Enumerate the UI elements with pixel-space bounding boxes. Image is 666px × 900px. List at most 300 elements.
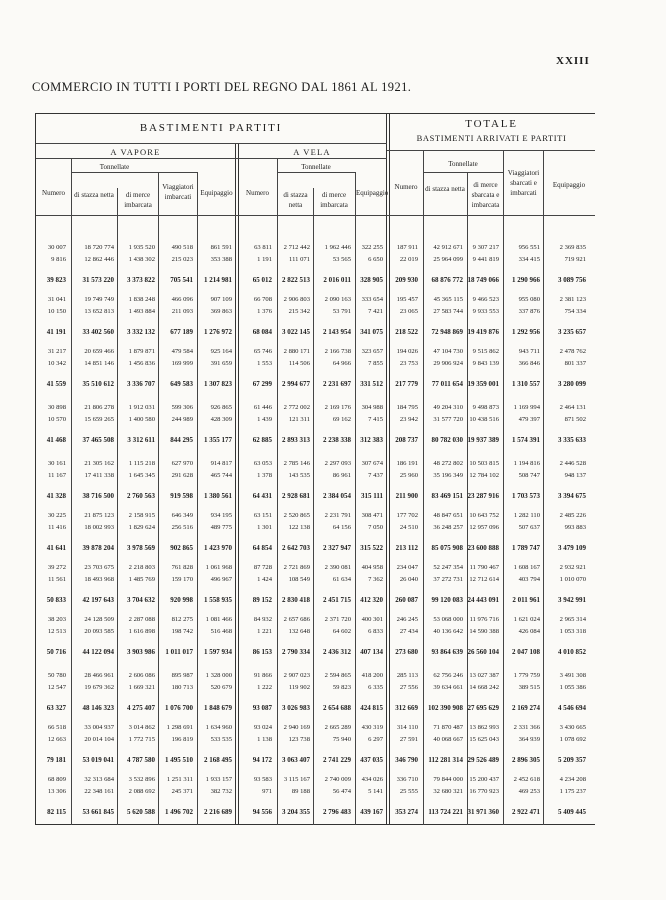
cell-equipaggio-vela: 304 988	[361, 404, 383, 411]
table-row	[0, 523, 666, 533]
cell-numero: 9 816	[51, 256, 66, 263]
cell-equipaggio: 1 328 000	[205, 672, 232, 679]
cell-viaggiatori-totale: 2 896 305	[512, 756, 540, 764]
cell-numero: 39 823	[46, 276, 66, 284]
cell-merce-totale: 10 503 815	[469, 460, 499, 467]
cell-merce-totale: 14 590 388	[469, 628, 499, 635]
cell-merce-vela: 69 162	[332, 416, 351, 423]
cell-equipaggio: 391 659	[210, 360, 232, 367]
cell-merce-vela: 2 143 954	[323, 328, 351, 336]
cell-stazza-vela: 2 642 703	[282, 544, 310, 552]
header-rule	[423, 172, 503, 173]
cell-numero: 41 191	[46, 328, 66, 336]
cell-merce-totale: 13 027 387	[469, 672, 499, 679]
cell-numero-vela: 86 153	[252, 648, 272, 656]
cell-merce-totale: 11 790 467	[469, 564, 499, 571]
cell-stazza-vela: 2 785 146	[283, 460, 310, 467]
cell-numero-totale: 234 047	[396, 564, 418, 571]
cell-numero-totale: 336 710	[396, 776, 418, 783]
cell-viaggiatori-totale: 334 415	[518, 256, 540, 263]
cell-viaggiatori-totale: 507 637	[518, 524, 540, 531]
cell-merce-totale: 14 668 242	[469, 684, 499, 691]
cell-numero-vela: 63 811	[254, 244, 272, 251]
cell-numero-vela: 1 553	[257, 360, 272, 367]
cell-numero: 11 167	[48, 472, 66, 479]
cell-stazza-vela: 108 549	[288, 576, 310, 583]
cell-merce-vela: 2 231 791	[324, 512, 351, 519]
cell-numero: 10 342	[47, 360, 66, 367]
cell-stazza: 28 466 961	[84, 672, 114, 679]
cell-viaggiatori: 812 275	[171, 616, 193, 623]
table-row	[0, 595, 666, 605]
cell-numero-totale: 26 040	[399, 576, 418, 583]
cell-viaggiatori-totale: 1 194 816	[513, 460, 540, 467]
cell-stazza-totale: 112 281 314	[428, 756, 463, 764]
cell-equipaggio-totale: 2 464 131	[559, 404, 586, 411]
table-row	[0, 755, 666, 765]
cell-stazza-vela: 2 928 681	[282, 492, 310, 500]
cell-numero: 39 272	[47, 564, 66, 571]
cell-merce-vela: 86 961	[332, 472, 351, 479]
cell-merce: 2 287 088	[128, 616, 155, 623]
cell-viaggiatori: 198 742	[171, 628, 193, 635]
cell-viaggiatori: 844 295	[170, 436, 193, 444]
cell-equipaggio-totale: 4 546 694	[558, 704, 586, 712]
cell-viaggiatori-totale: 1 621 024	[513, 616, 540, 623]
header-equipaggio-totale: Equipaggio	[552, 181, 586, 189]
cell-equipaggio: 1 558 935	[204, 596, 232, 604]
cell-numero-vela: 63 053	[253, 460, 272, 467]
cell-stazza-totale: 62 756 246	[433, 672, 463, 679]
cell-numero-vela: 87 728	[253, 564, 272, 571]
cell-equipaggio-vela: 331 512	[360, 380, 383, 388]
cell-equipaggio: 1 061 968	[205, 564, 232, 571]
cell-equipaggio-vela: 7 362	[368, 576, 383, 583]
cell-viaggiatori: 919 598	[170, 492, 193, 500]
cell-equipaggio-vela: 333 654	[361, 296, 383, 303]
cell-equipaggio: 1 214 981	[204, 276, 232, 284]
cell-stazza: 20 659 466	[84, 348, 114, 355]
cell-merce-totale: 18 749 066	[467, 276, 499, 284]
cell-viaggiatori-totale: 508 747	[518, 472, 540, 479]
cell-merce-vela: 75 940	[332, 736, 351, 743]
cell-stazza-vela: 2 520 865	[283, 512, 310, 519]
header-di-stazza-vela: di stazza netta	[283, 191, 308, 209]
page-title: COMMERCIO IN TUTTI I PORTI DEL REGNO DAL 1861 AL 1921.	[32, 80, 412, 94]
cell-numero-totale: 27 556	[399, 684, 418, 691]
cell-viaggiatori: 211 093	[171, 308, 193, 315]
header-tonnellate-vela: Tonnellate	[301, 163, 331, 171]
cell-numero-totale: 186 191	[396, 460, 418, 467]
cell-merce-vela: 53 791	[332, 308, 351, 315]
cell-numero-totale: 23 065	[399, 308, 418, 315]
cell-merce-totale: 11 976 716	[469, 616, 499, 623]
cell-stazza-vela: 2 906 803	[283, 296, 310, 303]
cell-equipaggio: 1 307 823	[204, 380, 232, 388]
cell-merce: 1 400 580	[128, 416, 155, 423]
cell-merce-totale: 12 784 102	[469, 472, 499, 479]
cell-equipaggio-vela: 6 297	[368, 736, 383, 743]
cell-viaggiatori: 466 096	[171, 296, 193, 303]
header-viaggiatori-totale: Viaggiatori sbarcati e imbarcati	[507, 169, 540, 197]
table-row	[0, 403, 666, 413]
cell-stazza-totale: 35 196 349	[433, 472, 463, 479]
cell-equipaggio-vela: 308 471	[361, 512, 383, 519]
cell-merce-vela: 2 166 738	[324, 348, 351, 355]
cell-viaggiatori: 627 970	[171, 460, 193, 467]
cell-stazza-totale: 79 844 000	[433, 776, 463, 783]
cell-equipaggio: 1 848 679	[204, 704, 232, 712]
cell-stazza-vela: 143 535	[288, 472, 310, 479]
cell-merce-vela: 53 565	[332, 256, 351, 263]
cell-equipaggio-totale: 2 965 314	[559, 616, 586, 623]
cell-stazza-totale: 85 075 908	[431, 544, 463, 552]
table-row	[0, 735, 666, 745]
cell-numero-vela: 65 012	[252, 276, 272, 284]
cell-merce-vela: 2 796 483	[323, 808, 351, 816]
cell-numero-totale: 184 795	[396, 404, 418, 411]
cell-merce-totale: 31 971 360	[467, 808, 499, 816]
cell-numero-vela: 1 376	[257, 308, 272, 315]
cell-merce-vela: 1 962 446	[324, 244, 351, 251]
cell-merce-totale: 9 307 217	[472, 244, 499, 251]
cell-merce-vela: 2 740 009	[324, 776, 351, 783]
cell-viaggiatori: 159 170	[171, 576, 193, 583]
cell-numero-totale: 273 680	[395, 648, 418, 656]
cell-equipaggio-totale: 1 053 318	[559, 628, 586, 635]
cell-equipaggio: 382 732	[210, 788, 232, 795]
cell-equipaggio-totale: 3 479 109	[558, 544, 586, 552]
cell-viaggiatori-totale: 1 282 110	[513, 512, 540, 519]
cell-viaggiatori-totale: 2 922 471	[512, 808, 540, 816]
cell-viaggiatori-totale: 943 711	[518, 348, 540, 355]
cell-stazza-vela: 121 311	[288, 416, 310, 423]
cell-merce-totale: 19 937 389	[467, 436, 499, 444]
table-row	[0, 415, 666, 425]
cell-stazza-totale: 39 634 661	[433, 684, 463, 691]
table-row	[0, 683, 666, 693]
cell-equipaggio: 2 216 689	[204, 808, 232, 816]
cell-equipaggio-vela: 323 657	[361, 348, 383, 355]
cell-equipaggio-vela: 315 111	[361, 492, 383, 500]
cell-merce-totale: 27 695 629	[467, 704, 499, 712]
cell-numero: 50 833	[46, 596, 66, 604]
cell-numero: 12 663	[47, 736, 66, 743]
header-a-vapore: A VAPORE	[110, 147, 161, 157]
cell-stazza-totale: 83 469 151	[431, 492, 463, 500]
cell-numero: 30 225	[47, 512, 66, 519]
cell-numero-totale: 209 930	[395, 276, 418, 284]
cell-equipaggio: 926 865	[210, 404, 232, 411]
cell-merce-totale: 23 287 916	[467, 492, 499, 500]
table-row	[0, 563, 666, 573]
cell-stazza-totale: 71 870 487	[433, 724, 463, 731]
cell-numero: 10 570	[47, 416, 66, 423]
cell-numero-totale: 187 911	[396, 244, 418, 251]
cell-numero: 68 809	[47, 776, 66, 783]
cell-merce-totale: 16 770 923	[469, 788, 499, 795]
cell-merce-vela: 2 016 011	[323, 276, 351, 284]
cell-numero: 30 007	[47, 244, 66, 251]
table-row	[0, 787, 666, 797]
cell-merce: 5 620 588	[127, 808, 155, 816]
cell-equipaggio-totale: 3 089 756	[558, 276, 586, 284]
cell-viaggiatori-totale: 956 551	[518, 244, 540, 251]
cell-merce-vela: 2 594 865	[324, 672, 351, 679]
cell-viaggiatori-totale: 389 515	[518, 684, 540, 691]
table-row	[0, 807, 666, 817]
cell-equipaggio: 1 423 970	[204, 544, 232, 552]
cell-stazza-totale: 93 864 639	[431, 648, 463, 656]
cell-viaggiatori: 256 516	[171, 524, 193, 531]
cell-equipaggio: 861 591	[210, 244, 232, 251]
cell-stazza-vela: 123 738	[288, 736, 310, 743]
cell-numero-totale: 25 960	[399, 472, 418, 479]
cell-merce: 2 218 803	[128, 564, 155, 571]
cell-stazza: 13 652 813	[84, 308, 114, 315]
cell-equipaggio: 496 967	[210, 576, 232, 583]
cell-viaggiatori-totale: 1 608 167	[513, 564, 540, 571]
cell-equipaggio-totale: 3 430 665	[559, 724, 586, 731]
cell-stazza-vela: 2 940 169	[283, 724, 310, 731]
cell-merce-vela: 2 371 720	[324, 616, 351, 623]
cell-merce: 1 912 031	[128, 404, 155, 411]
cell-merce: 3 332 132	[127, 328, 155, 336]
header-bastimenti-partiti: BASTIMENTI PARTITI	[139, 122, 283, 134]
cell-stazza: 18 720 774	[84, 244, 114, 251]
cell-stazza: 20 014 104	[84, 736, 114, 743]
cell-viaggiatori: 920 998	[170, 596, 193, 604]
cell-viaggiatori-totale: 364 939	[518, 736, 540, 743]
cell-numero-vela: 971	[262, 788, 272, 795]
cell-numero-vela: 1 138	[257, 736, 272, 743]
cell-equipaggio-vela: 307 674	[361, 460, 383, 467]
header-di-stazza: di stazza netta	[74, 191, 114, 199]
cell-stazza: 39 878 204	[82, 544, 114, 552]
cell-equipaggio-vela: 434 026	[361, 776, 383, 783]
cell-merce: 3 014 862	[128, 724, 155, 731]
cell-stazza-vela: 89 188	[291, 788, 310, 795]
cell-numero-vela: 62 885	[252, 436, 272, 444]
cell-equipaggio-totale: 3 942 991	[558, 596, 586, 604]
cell-stazza-totale: 31 577 720	[433, 416, 463, 423]
cell-viaggiatori-totale: 1 789 747	[512, 544, 540, 552]
cell-numero-totale: 211 900	[395, 492, 418, 500]
cell-numero: 10 150	[47, 308, 66, 315]
cell-numero: 82 115	[47, 808, 66, 816]
cell-equipaggio-vela: 404 958	[361, 564, 383, 571]
cell-equipaggio-vela: 418 200	[361, 672, 383, 679]
cell-numero-totale: 194 026	[396, 348, 418, 355]
header-rule	[36, 215, 595, 216]
header-rule	[36, 158, 387, 159]
cell-viaggiatori-totale: 1 310 557	[512, 380, 540, 388]
cell-equipaggio-totale: 871 502	[564, 416, 586, 423]
cell-stazza-vela: 122 138	[288, 524, 310, 531]
cell-equipaggio-vela: 412 320	[360, 596, 383, 604]
cell-numero-totale: 195 457	[396, 296, 418, 303]
cell-numero: 41 641	[46, 544, 66, 552]
cell-numero-totale: 246 245	[396, 616, 418, 623]
cell-merce: 4 275 407	[127, 704, 155, 712]
cell-equipaggio-totale: 4 234 208	[559, 776, 586, 783]
cell-merce-totale: 9 933 553	[472, 308, 499, 315]
cell-viaggiatori: 196 819	[171, 736, 193, 743]
cell-numero-vela: 93 087	[252, 704, 272, 712]
table-row	[0, 775, 666, 785]
cell-merce-totale: 26 560 104	[467, 648, 499, 656]
cell-equipaggio: 914 817	[210, 460, 232, 467]
cell-stazza: 23 703 675	[84, 564, 114, 571]
cell-stazza-totale: 32 680 321	[433, 788, 463, 795]
cell-numero-vela: 64 854	[252, 544, 272, 552]
table-row	[0, 627, 666, 637]
cell-equipaggio-totale: 5 409 445	[558, 808, 586, 816]
cell-numero: 50 780	[47, 672, 66, 679]
cell-merce: 3 978 569	[127, 544, 155, 552]
cell-viaggiatori: 705 541	[170, 276, 193, 284]
cell-stazza: 48 146 323	[82, 704, 114, 712]
header-numero-totale: Numero	[394, 183, 418, 191]
cell-equipaggio-totale: 2 478 762	[559, 348, 586, 355]
cell-viaggiatori: 1 251 311	[166, 776, 193, 783]
cell-stazza: 22 348 161	[84, 788, 114, 795]
cell-merce: 4 787 580	[127, 756, 155, 764]
cell-stazza-vela: 3 063 407	[282, 756, 310, 764]
header-rule	[71, 172, 197, 173]
cell-merce: 1 485 769	[128, 576, 155, 583]
table-row	[0, 647, 666, 657]
cell-merce: 2 760 563	[127, 492, 155, 500]
cell-stazza-totale: 47 104 730	[433, 348, 463, 355]
cell-merce-vela: 2 327 947	[323, 544, 351, 552]
cell-merce-vela: 2 436 312	[323, 648, 351, 656]
cell-viaggiatori-totale: 337 876	[518, 308, 540, 315]
cell-viaggiatori: 245 371	[171, 788, 193, 795]
cell-stazza-vela: 2 994 677	[282, 380, 310, 388]
header-equipaggio-vela: Equipaggio	[356, 189, 389, 197]
cell-stazza-totale: 37 272 731	[433, 576, 463, 583]
cell-viaggiatori: 1 298 691	[166, 724, 193, 731]
cell-equipaggio-totale: 1 055 386	[559, 684, 586, 691]
cell-stazza-vela: 2 893 313	[282, 436, 310, 444]
cell-equipaggio-totale: 801 337	[564, 360, 586, 367]
cell-equipaggio-totale: 3 394 675	[558, 492, 586, 500]
header-numero-vela: Numero	[246, 189, 269, 197]
cell-stazza: 44 122 094	[82, 648, 114, 656]
table-row	[0, 243, 666, 253]
cell-merce-vela: 2 654 688	[323, 704, 351, 712]
header-di-merce: di merce imbarcata	[124, 191, 152, 209]
cell-numero-vela: 1 301	[257, 524, 272, 531]
cell-stazza: 33 402 560	[82, 328, 114, 336]
cell-stazza-totale: 40 136 642	[433, 628, 463, 635]
cell-equipaggio-vela: 7 415	[368, 416, 383, 423]
cell-numero: 12 547	[47, 684, 66, 691]
cell-merce-totale: 9 498 873	[472, 404, 499, 411]
cell-numero-vela: 1 221	[257, 628, 272, 635]
cell-merce: 1 829 624	[128, 524, 155, 531]
cell-equipaggio-totale: 754 334	[564, 308, 586, 315]
cell-merce: 1 438 302	[128, 256, 155, 263]
cell-stazza: 31 573 220	[82, 276, 114, 284]
cell-equipaggio-totale: 1 175 237	[559, 788, 586, 795]
table-row	[0, 379, 666, 389]
cell-merce: 1 879 871	[128, 348, 155, 355]
table-row	[0, 511, 666, 521]
cell-stazza: 24 128 509	[84, 616, 114, 623]
cell-merce-vela: 2 297 093	[324, 460, 351, 467]
cell-equipaggio-totale: 2 381 123	[559, 296, 586, 303]
cell-viaggiatori: 169 999	[171, 360, 193, 367]
cell-numero-totale: 23 942	[399, 416, 418, 423]
cell-viaggiatori: 677 189	[170, 328, 193, 336]
table-row	[0, 703, 666, 713]
cell-equipaggio: 516 468	[210, 628, 232, 635]
cell-numero-totale: 312 669	[395, 704, 418, 712]
cell-numero-totale: 22 019	[399, 256, 418, 263]
cell-viaggiatori-totale: 2 331 366	[513, 724, 540, 731]
cell-equipaggio-totale: 1 078 692	[559, 736, 586, 743]
cell-equipaggio: 1 933 157	[205, 776, 232, 783]
cell-numero-totale: 218 522	[395, 328, 418, 336]
cell-numero-totale: 177 702	[396, 512, 418, 519]
cell-numero-totale: 217 779	[395, 380, 418, 388]
cell-equipaggio: 1 355 177	[204, 436, 232, 444]
cell-merce-totale: 15 200 437	[469, 776, 499, 783]
cell-stazza-vela: 2 830 418	[282, 596, 310, 604]
header-tonnellate: Tonnellate	[99, 163, 130, 171]
cell-equipaggio-vela: 5 141	[368, 788, 383, 795]
cell-stazza: 18 002 993	[84, 524, 114, 531]
cell-numero-totale: 27 591	[399, 736, 418, 743]
cell-merce-vela: 2 390 081	[324, 564, 351, 571]
cell-merce-vela: 2 384 054	[323, 492, 351, 500]
cell-viaggiatori-totale: 2 047 108	[512, 648, 540, 656]
cell-merce: 1 935 520	[128, 244, 155, 251]
cell-merce-totale: 15 625 043	[469, 736, 499, 743]
cell-stazza-vela: 119 902	[288, 684, 310, 691]
cell-stazza-vela: 2 657 686	[283, 616, 310, 623]
cell-numero-totale: 25 555	[399, 788, 418, 795]
cell-equipaggio: 1 081 466	[205, 616, 232, 623]
cell-viaggiatori-totale: 2 452 618	[513, 776, 540, 783]
cell-merce: 3 704 632	[127, 596, 155, 604]
cell-viaggiatori-totale: 403 794	[518, 576, 540, 583]
header-rule	[36, 143, 387, 144]
cell-equipaggio: 369 863	[210, 308, 232, 315]
cell-merce-totale: 9 466 523	[472, 296, 499, 303]
cell-equipaggio: 489 775	[210, 524, 232, 531]
cell-numero-vela: 1 378	[257, 472, 272, 479]
col-rule-double	[386, 113, 390, 825]
cell-equipaggio-totale: 4 010 852	[558, 648, 586, 656]
cell-stazza-totale: 53 068 000	[433, 616, 463, 623]
cell-stazza-vela: 111 071	[289, 256, 310, 263]
cell-viaggiatori: 895 987	[171, 672, 193, 679]
header-viaggiatori: Viaggiatori imbarcati	[162, 183, 194, 201]
cell-equipaggio-vela: 341 075	[360, 328, 383, 336]
cell-merce: 3 532 896	[128, 776, 155, 783]
header-equipaggio: Equipaggio	[200, 189, 233, 197]
cell-stazza: 38 716 500	[82, 492, 114, 500]
cell-numero-vela: 1 424	[257, 576, 272, 583]
cell-numero: 63 327	[46, 704, 66, 712]
cell-viaggiatori: 1 495 510	[165, 756, 193, 764]
header-numero: Numero	[42, 189, 65, 197]
cell-merce: 1 645 345	[128, 472, 155, 479]
cell-merce: 3 903 986	[127, 648, 155, 656]
